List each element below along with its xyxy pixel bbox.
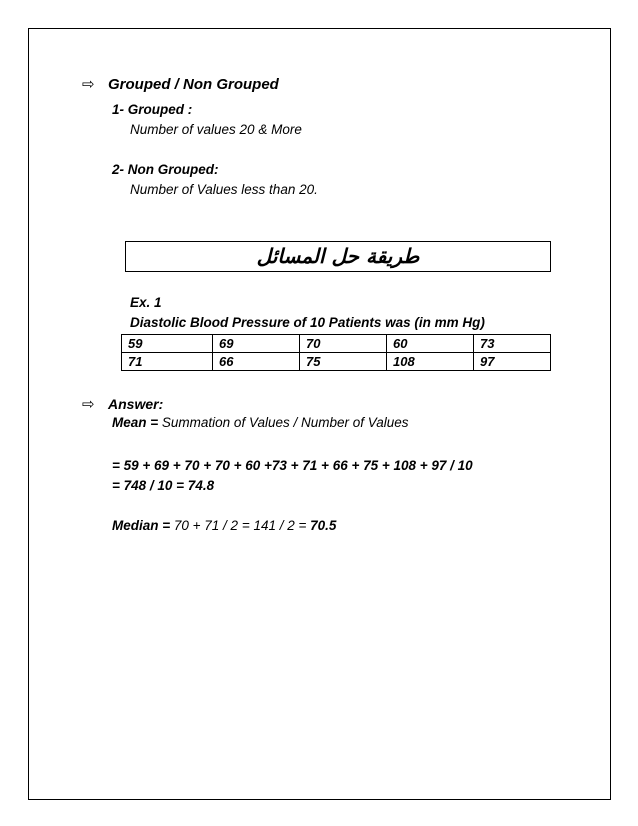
table-row [122,353,551,371]
mean-label: Mean = [112,415,159,430]
mean-def: Summation of Values / Number of Values [158,415,409,430]
answer-heading [82,395,163,413]
item1-desc: Number of values 20 & More [130,122,302,137]
hollow-right-arrow-icon: ⇨ [82,76,95,93]
median-result: 70.5 [310,518,337,533]
table-cell: 66 [213,353,300,371]
answer-title: Answer: [108,396,164,412]
item2-desc: Number of Values less than 20. [130,182,318,197]
section-title: Grouped / Non Grouped [108,76,279,93]
median-label: Median = [112,518,171,533]
mean-calc-line2: = 748 / 10 = 74.8 [112,478,215,493]
data-table [121,334,551,371]
item2-label: 2- Non Grouped: [112,162,219,177]
mean-definition [112,415,409,430]
arabic-banner-text: طريقة حل المسائل [256,244,420,268]
median-line [112,518,336,533]
table-cell: 69 [213,335,300,353]
table-cell: 60 [387,335,474,353]
mean-calc-line1: = 59 + 69 + 70 + 70 + 60 +73 + 71 + 66 + 75 + 108 + 97 / 10 [112,458,473,473]
item1-label: 1- Grouped : [112,102,193,117]
page-border [28,28,611,800]
table-cell: 59 [122,335,213,353]
table-row [122,335,551,353]
median-expr: 70 + 71 / 2 = 141 / 2 = [170,518,311,533]
arabic-banner [125,241,551,272]
table-cell: 70 [300,335,387,353]
example-caption: Diastolic Blood Pressure of 10 Patients was (in mm Hg) [130,315,485,330]
example-label: Ex. 1 [130,295,162,310]
table-cell: 108 [387,353,474,371]
hollow-right-arrow-icon: ⇨ [82,396,95,413]
table-cell: 75 [300,353,387,371]
section-heading-grouped [82,75,279,93]
table-cell: 97 [474,353,551,371]
table-cell: 73 [474,335,551,353]
table-cell: 71 [122,353,213,371]
